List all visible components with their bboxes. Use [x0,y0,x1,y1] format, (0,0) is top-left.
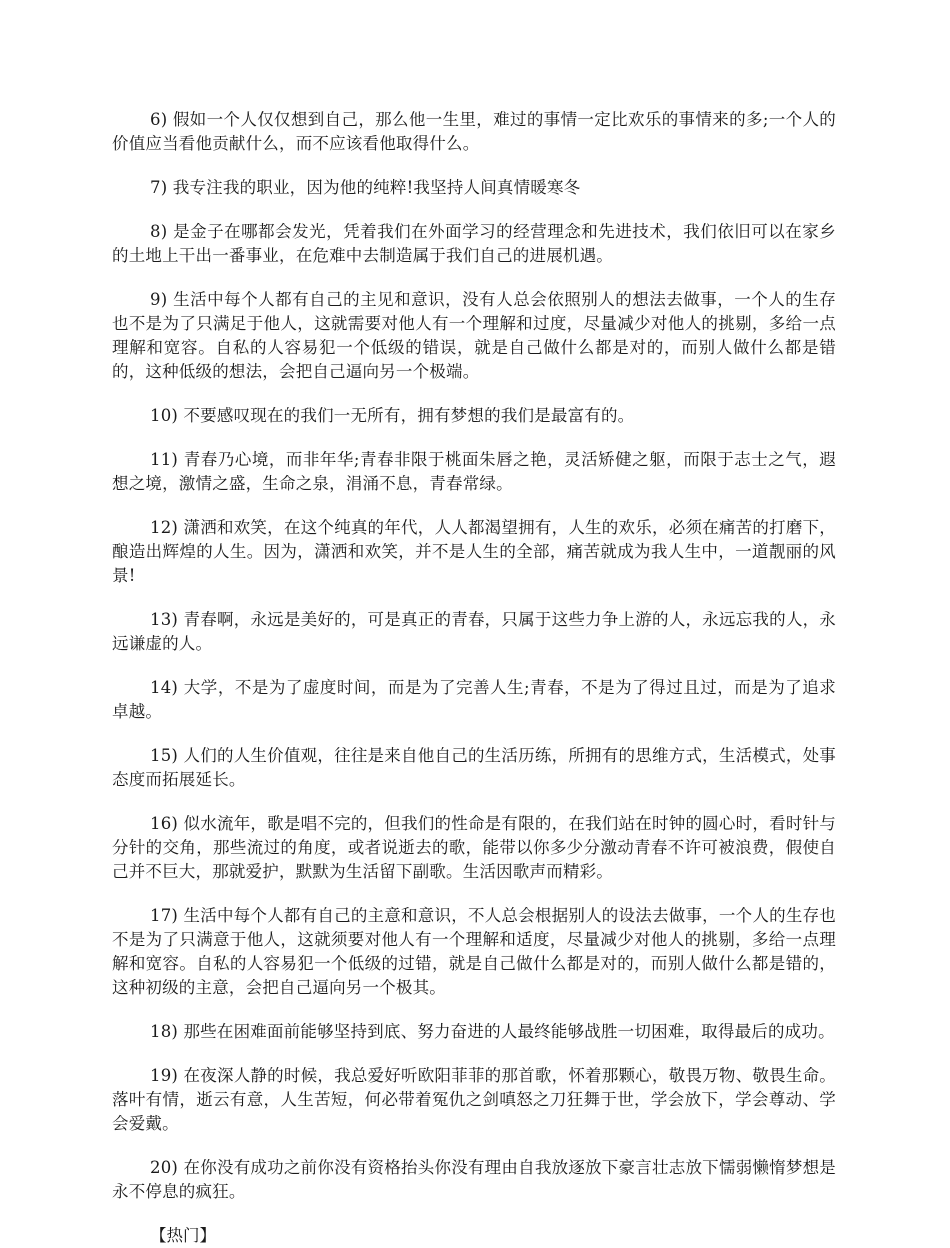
paragraph-10: 10) 不要感叹现在的我们一无所有，拥有梦想的我们是最富有的。 [150,406,635,425]
document-page [112,108,836,1248]
paragraph-19: 19) 在夜深人静的时候，我总爱好听欧阳菲菲的那首歌，怀着那颗心，敬畏万物、敬畏生命。落叶有情，逝云有意，人生苦短，何必带着冤仇之剑嗔怒之刀狂舞于世，学会放下，学会尊动、学会爱戴。 [112,1066,836,1133]
paragraph-17: 17) 生活中每个人都有自己的主意和意识，不人总会根据别人的设法去做事，一个人的生存也不是为了只满意于他人，这就须要对他人有一个理解和适度，尽量减少对他人的挑剔，多给一点理解和宽容。自私的人容易犯一个低级的过错，就是自己做什么都是对的，而别人做什么都是错的，这种初级的主意，会把自己逼向另一个极其。 [112,906,836,997]
paragraph-15: 15) 人们的人生价值观，往往是来自他自己的生活历练，所拥有的思维方式，生活模式，处事态度而拓展延长。 [112,746,836,789]
section-heading: 【热门】 [150,1226,216,1245]
paragraph-6: 6) 假如一个人仅仅想到自己，那么他一生里，难过的事情一定比欢乐的事情来的多;一个人的价值应当看他贡献什么，而不应该看他取得什么。 [112,110,836,153]
paragraph-13: 13) 青春啊，永远是美好的，可是真正的青春，只属于这些力争上游的人，永远忘我的人，永远谦虚的人。 [112,610,836,653]
paragraph-7: 7) 我专注我的职业，因为他的纯粹!我坚持人间真情暖寒冬 [150,178,581,197]
paragraph-9: 9) 生活中每个人都有自己的主见和意识，没有人总会依照别人的想法去做事，一个人的生存也不是为了只满足于他人，这就需要对他人有一个理解和过度，尽量减少对他人的挑剔，多给一点理解和宽容。自私的人容易犯一个低级的错误，就是自己做什么都是对的，而别人做什么都是错的，这种低级的想法，会把自己逼向另一个极端。 [112,290,836,381]
paragraph-11: 11) 青春乃心境，而非年华;青春非限于桃面朱唇之艳，灵活矫健之躯，而限于志士之气，遐想之境，激情之盛，生命之泉，涓涌不息，青春常绿。 [112,450,836,493]
paragraph-12: 12) 潇洒和欢笑，在这个纯真的年代，人人都渴望拥有，人生的欢乐，必须在痛苦的打磨下，酿造出辉煌的人生。因为，潇洒和欢笑，并不是人生的全部，痛苦就成为我人生中，一道靓丽的风景! [112,518,836,585]
paragraph-20: 20) 在你没有成功之前你没有资格抬头你没有理由自我放逐放下豪言壮志放下懦弱懒惰梦想是永不停息的疯狂。 [112,1158,836,1201]
paragraph-18: 18) 那些在困难面前能够坚持到底、努力奋进的人最终能够战胜一切困难，取得最后的成功。 [150,1022,835,1041]
paragraph-14: 14) 大学，不是为了虚度时间，而是为了完善人生;青春，不是为了得过且过，而是为了追求卓越。 [112,678,836,721]
paragraph-8: 8) 是金子在哪都会发光，凭着我们在外面学习的经营理念和先进技术，我们依旧可以在家乡的土地上干出一番事业，在危难中去制造属于我们自己的进展机遇。 [112,222,836,265]
paragraph-16: 16) 似水流年，歌是唱不完的，但我们的性命是有限的，在我们站在时钟的圆心时，看时针与分针的交角，那些流过的角度，或者说逝去的歌，能带以你多少分激动青春不许可被浪费，假使自己并不巨大，那就爱护，默默为生活留下副歌。生活因歌声而精彩。 [112,814,836,881]
